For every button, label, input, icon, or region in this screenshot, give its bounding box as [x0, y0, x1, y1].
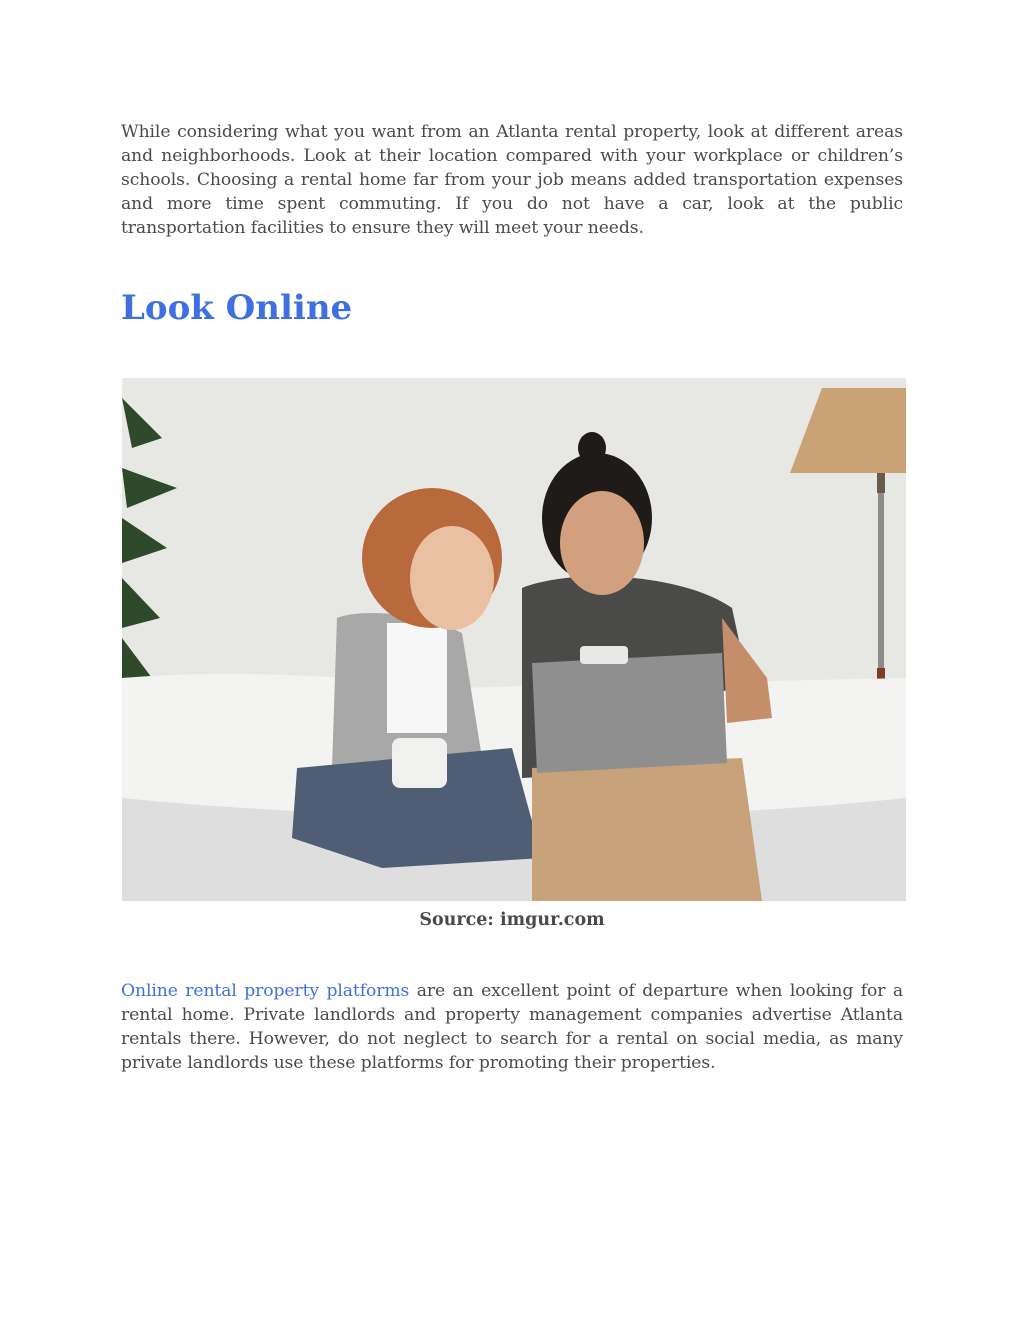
photo-illustration	[122, 378, 906, 901]
couple-laptop-photo	[122, 378, 906, 901]
document-page	[121, 120, 903, 330]
section-heading: Look Online	[121, 288, 353, 328]
online-rental-platforms-link[interactable]: Online rental property platforms	[121, 981, 410, 1001]
body-paragraph-text: are an excellent point of departure when looking for a rental home. Private landlords and property management companies advertise Atlanta rentals there. However, do not neglect to search for a rental on social media, as many private landlords use these platforms for promoting their properties.	[121, 981, 903, 1073]
image-caption: Source: imgur.com	[419, 910, 605, 930]
intro-paragraph: While considering what you want from an Atlanta rental property, look at different areas and neighborhoods. Look at their location compared with your workplace or children’s schools. Choosing a rental home far from your job means added transportation expenses and more time spent commuting. If you do not have a car, look at the public transportation facilities to ensure they will meet your needs.	[121, 122, 903, 238]
body-paragraph	[121, 979, 903, 1075]
